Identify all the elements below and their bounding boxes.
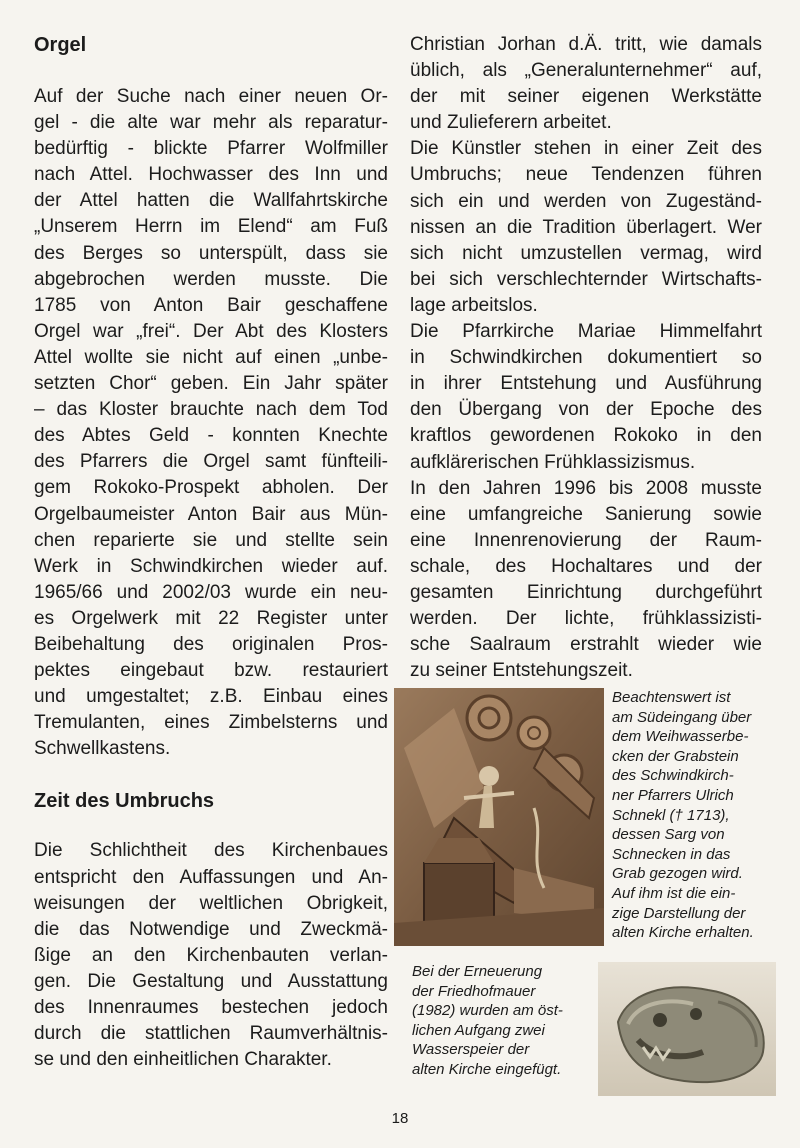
text-line: „Unserem Herrn im Elend“ am Fuß: [34, 216, 388, 238]
text-line: des Innenraumes bestechen jedoch: [34, 997, 388, 1018]
text-line: Die Künstler stehen in einer Zeit des: [410, 138, 762, 160]
caption-line: Wasserspeier der: [412, 1041, 530, 1059]
gravestone-relief-photo: [394, 688, 604, 946]
caption-gargoyles: [412, 962, 563, 1080]
caption-line: am Südeingang über: [612, 708, 752, 726]
text-line: sich nicht umzustellen vermag, wird: [410, 242, 762, 264]
text-line: Christian Jorhan d.Ä. tritt, wie damals: [410, 34, 762, 55]
caption-line: dem Weihwasserbe-: [612, 728, 749, 746]
caption-line: Bei der Erneuerung: [412, 963, 543, 980]
text-line: Beibehaltung des originalen Pros-: [34, 633, 388, 655]
caption-line: (1982) wurden am öst-: [412, 1002, 563, 1020]
caption-line: des Schwindkirch-: [612, 767, 734, 785]
text-line: es Orgelwerk mit 22 Register unter: [34, 607, 388, 629]
text-line: kraftlos gewordenen Rokoko in den: [410, 425, 762, 447]
text-line: eine Innenrenovierung der Raum-: [410, 529, 762, 551]
caption-line: alten Kirche erhalten.: [612, 924, 754, 942]
text-line: gen. Die Gestaltung und Ausstattung: [34, 970, 388, 992]
text-line: gesamten Einrichtung durchgeführt: [410, 581, 762, 603]
caption-line: dessen Sarg von: [612, 826, 725, 844]
text-line: aufklärerischen Frühklassizismus.: [410, 451, 696, 473]
caption-line: Auf ihm ist die ein-: [612, 884, 736, 902]
heading-zeit-des-umbruchs: Zeit des Umbruchs: [34, 790, 215, 813]
text-line: Umbruchs; neue Tendenzen führen: [410, 164, 762, 186]
text-line: des Abtes Geld - konnten Knechte: [34, 425, 388, 447]
text-line: bei sich verschlechternder Wirtschafts-: [410, 268, 762, 290]
caption-line: Beachtenswert ist: [612, 689, 731, 706]
text-line: Auf der Suche nach einer neuen Or-: [34, 86, 388, 107]
caption-line: der Friedhofmauer: [412, 982, 536, 1000]
text-line: weisungen der weltlichen Obrigkeit,: [34, 892, 388, 914]
caption-gravestone: [612, 688, 754, 943]
caption-line: cken der Grabstein: [612, 747, 739, 765]
paragraph-umbruch: [34, 838, 388, 1073]
text-line: Tremulanten, eines Zimbelsterns und: [34, 712, 388, 734]
left-column: [34, 32, 388, 1073]
text-line: abgebrochen werden musste. Die: [34, 268, 388, 290]
paragraph-pfarrkirche: [410, 319, 762, 476]
text-line: der mit seiner eigenen Werkstätte: [410, 86, 762, 108]
text-line: Schwellkastens.: [34, 738, 171, 760]
paragraph-jorhan: [410, 32, 762, 136]
text-line: in ihrer Entstehung und Ausführung: [410, 373, 762, 395]
text-line: – das Kloster brauchte nach dem Tod: [34, 399, 388, 421]
text-line: gem Rokoko-Prospekt abholen. Der: [34, 477, 388, 499]
right-column: [410, 32, 762, 684]
caption-line: alten Kirche eingefügt.: [412, 1060, 562, 1078]
text-line: nach Attel. Hochwasser des Inn und: [34, 164, 388, 186]
caption-line: Schnekl († 1713),: [612, 806, 730, 824]
caption-line: lichen Aufgang zwei: [412, 1021, 545, 1039]
text-line: entspricht den Auffassungen und An-: [34, 866, 388, 888]
text-line: der Attel hatten die Wallfahrtskirche: [34, 190, 388, 212]
caption-line: zige Darstellung der: [612, 904, 746, 922]
paragraph-kuenstler: [410, 136, 762, 319]
text-line: 1965/66 und 2002/03 wurde ein neu-: [34, 581, 388, 603]
text-line: in Schwindkirchen dokumentiert so: [410, 347, 762, 369]
text-line: Attel wollte sie nicht auf einen „unbe-: [34, 346, 388, 368]
text-line: chen reparierte sie und stellte sein: [34, 529, 388, 551]
text-line: nissen an die Tradition überlagert. Wer: [410, 216, 762, 238]
text-line: Die Pfarrkirche Mariae Himmelfahrt: [410, 321, 762, 343]
text-line: Orgel war „frei“. Der Abt des Klosters: [34, 320, 388, 342]
text-line: schale, des Hochaltares und der: [410, 555, 762, 577]
text-line: lage arbeitslos.: [410, 294, 538, 316]
text-line: durch die stattlichen Raumverhältnis-: [34, 1023, 388, 1045]
text-line: werden. Der lichte, frühklassizisti-: [410, 608, 762, 630]
caption-line: Schnecken in das: [612, 845, 731, 863]
text-line: eine umfangreiche Sanierung sowie: [410, 503, 762, 525]
text-line: Orgelbaumeister Anton Bair aus Mün-: [34, 503, 388, 525]
text-line: üblich, als „Generalunternehmer“ auf,: [410, 60, 762, 82]
gargoyle-photo: [598, 962, 776, 1096]
heading-orgel: Orgel: [34, 34, 87, 56]
text-line: 1785 von Anton Bair geschaffene: [34, 294, 388, 316]
paragraph-sanierung: [410, 476, 762, 685]
text-line: bedürftig - blickte Pfarrer Wolfmiller: [34, 138, 388, 160]
page-number: 18: [391, 1110, 409, 1127]
text-line: Die Schlichtheit des Kirchenbaues: [34, 840, 388, 862]
text-line: pektes eingebaut bzw. restauriert: [34, 660, 388, 682]
text-line: und Zulieferern arbeitet.: [410, 112, 612, 134]
text-line: Werk in Schwindkirchen wieder auf.: [34, 555, 388, 577]
text-line: gel - die alte war mehr als reparatur-: [34, 112, 388, 134]
text-line: In den Jahren 1996 bis 2008 musste: [410, 477, 762, 499]
text-line: ßige an den Kirchenbauten verlan-: [34, 944, 388, 966]
text-line: den Übergang von der Epoche des: [410, 399, 762, 421]
text-line: sich ein und werden von Zugeständ-: [410, 190, 762, 212]
text-line: die das Notwendige und Zweckmä-: [34, 918, 388, 940]
caption-line: ner Pfarrers Ulrich: [612, 786, 734, 804]
caption-line: Grab gezogen wird.: [612, 865, 743, 883]
text-line: und umgestaltet; z.B. Einbau eines: [34, 686, 388, 708]
text-line: des Pfarrers die Orgel samt fünfteili-: [34, 451, 388, 473]
text-line: sche Saalraum erstrahlt wieder wie: [410, 634, 762, 656]
text-line: setzten Chor“ geben. Ein Jahr später: [34, 373, 388, 395]
text-line: se und den einheitlichen Charakter.: [34, 1049, 332, 1071]
paragraph-orgel: [34, 84, 388, 762]
text-line: des Berges so unterspült, dass sie: [34, 242, 388, 264]
text-line: zu seiner Entstehungszeit.: [410, 660, 633, 682]
